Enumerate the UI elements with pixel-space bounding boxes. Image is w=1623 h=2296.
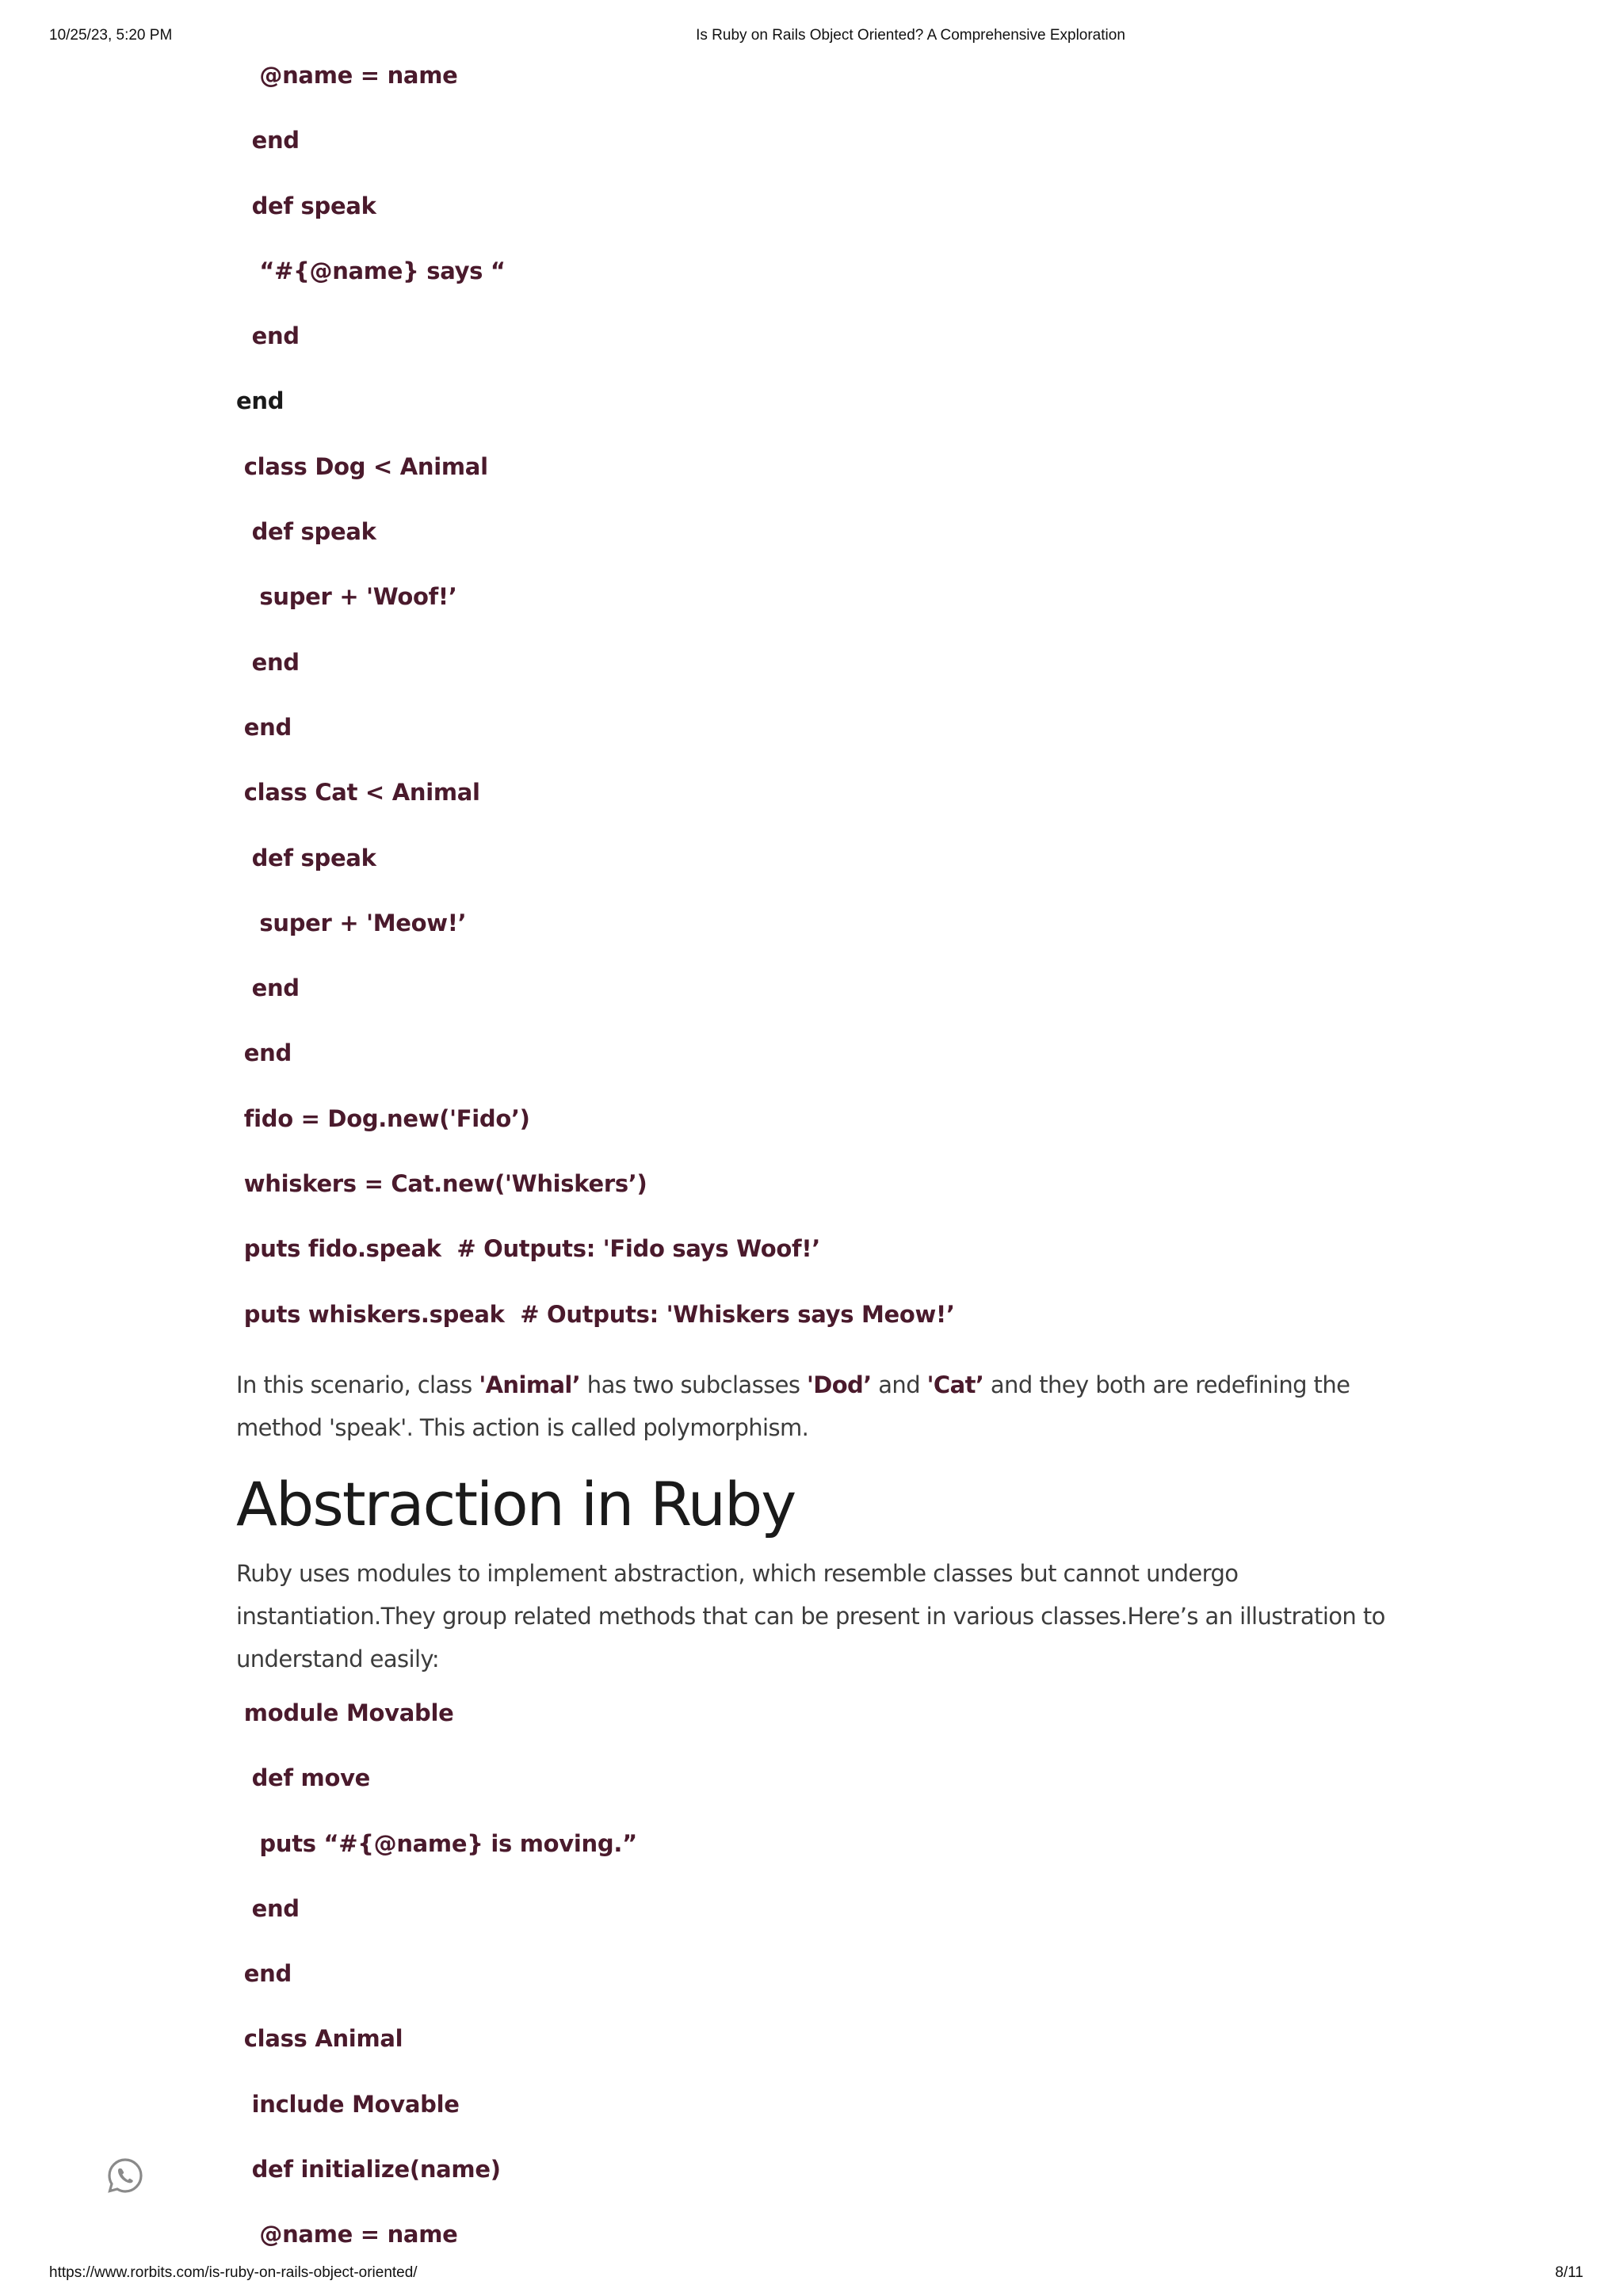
code-line: super + 'Meow!’ — [236, 909, 467, 936]
code-line: end — [236, 713, 292, 741]
print-page-title: Is Ruby on Rails Object Oriented? A Comprehensive Exploration — [696, 27, 1125, 44]
code-line: end — [236, 1960, 292, 1988]
inline-code: 'Cat’ — [926, 1371, 984, 1398]
article-content — [236, 55, 1393, 2280]
code-line: super + 'Woof!’ — [236, 583, 457, 611]
section-heading: Abstraction in Ruby — [236, 1468, 796, 1539]
code-line: def speak — [236, 192, 376, 219]
code-line: @name = name — [236, 62, 458, 89]
inline-code: 'Animal’ — [479, 1371, 581, 1398]
code-line: include Movable — [236, 2090, 460, 2118]
code-line: def speak — [236, 844, 376, 871]
code-line: class Dog < Animal — [236, 452, 488, 480]
code-line: fido = Dog.new('Fido’) — [236, 1104, 530, 1132]
print-datetime: 10/25/23, 5:20 PM — [49, 27, 173, 44]
code-block — [236, 1693, 1393, 2280]
print-url: https://www.rorbits.com/is-ruby-on-rails-object-oriented/ — [49, 2264, 418, 2281]
code-line: puts fido.speak # Outputs: 'Fido says Woof!’ — [236, 1235, 820, 1263]
paragraph-abstraction: Ruby uses modules to implement abstraction, which resemble classes but cannot undergo instantiation.They group related methods that can be present in various classes.Here’s an illustration to understand easily: — [236, 1559, 1385, 1672]
print-footer — [0, 2260, 1623, 2291]
whatsapp-icon[interactable] — [106, 2157, 144, 2195]
code-line: end — [236, 1894, 300, 1922]
paragraph-text: has two subclasses — [580, 1371, 807, 1398]
code-line: end — [236, 974, 300, 1002]
code-line: “#{@name} says “ — [236, 257, 506, 284]
code-line: puts whiskers.speak # Outputs: 'Whiskers says Meow!’ — [236, 1300, 955, 1328]
paragraph-text: and — [871, 1371, 927, 1398]
code-line: def initialize(name) — [236, 2156, 501, 2183]
code-line: def move — [236, 1764, 371, 1792]
paragraph-text: In this scenario, class — [236, 1371, 479, 1398]
code-line: @name = name — [236, 2221, 458, 2248]
print-page-number: 8/11 — [1555, 2264, 1583, 2281]
code-line: def speak — [236, 518, 376, 546]
paragraph-polymorphism — [236, 1363, 1393, 1449]
code-line: end — [236, 127, 300, 154]
code-line: module Movable — [236, 1699, 454, 1726]
code-line: whiskers = Cat.new('Whiskers’) — [236, 1170, 647, 1198]
print-header — [0, 22, 1623, 54]
code-line: end — [236, 648, 300, 676]
code-line: class Cat < Animal — [236, 779, 480, 807]
code-line: end — [236, 322, 300, 350]
code-block — [236, 55, 1393, 1360]
code-line: class Animal — [236, 2025, 403, 2053]
paragraph-text: and they both are redefining the method 'speak'. This action is called polymorphism. — [236, 1371, 1350, 1441]
code-line: end — [236, 1039, 292, 1067]
inline-code: 'Dod’ — [806, 1371, 872, 1398]
code-line: end — [236, 387, 285, 415]
code-line: puts “#{@name} is moving.” — [236, 1829, 637, 1857]
